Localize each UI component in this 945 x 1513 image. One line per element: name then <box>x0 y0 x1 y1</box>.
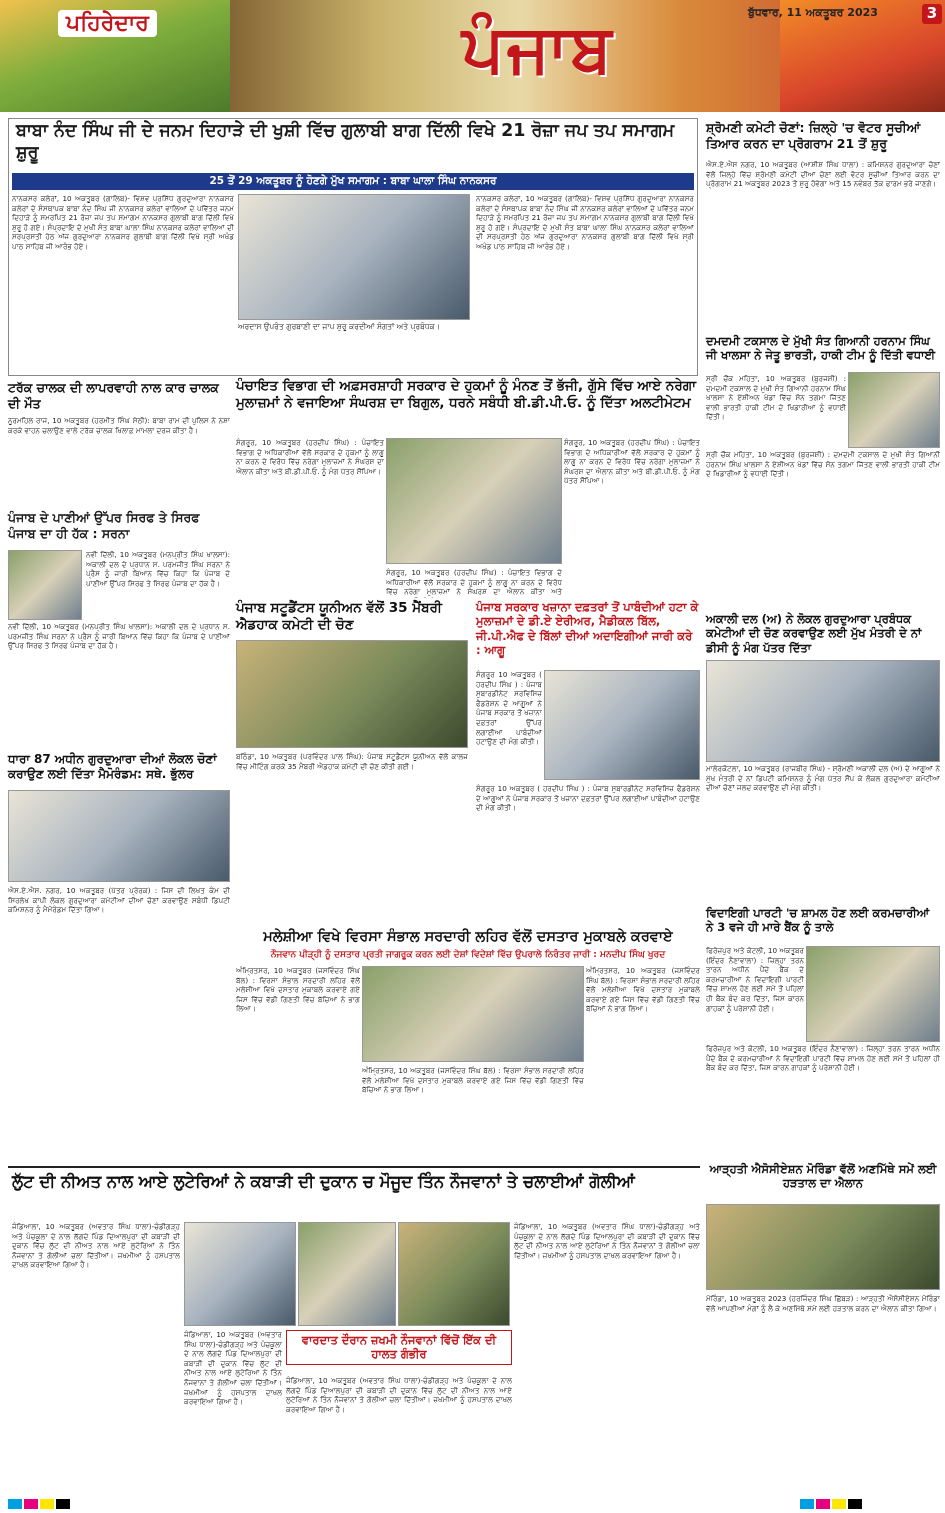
mid-body-2: ਬਠਿੰਡਾ, 10 ਅਕਤੂਬਰ (ਪਰਵਿੰਦਰ ਪਾਲ ਸਿੰਘ): ਪੰਜਾਬ ਸਟੂਡੈਂਟਸ ਯੂਨੀਅਨ ਵੱਲੋਂ ਕਾਲਜ ਵਿੱਚ ਮੀਟਿੰਗ ਕਰਕੇ 35 ਮੈਂਬਰੀ ਐਡਹਾਕ ਕਮੇਟੀ ਦੀ ਚੋਣ ਕੀਤੀ ਗਈ। <box>236 752 468 771</box>
bottom-body-a: ਜੰਡਿਆਲਾ, 10 ਅਕਤੂਬਰ (ਅਵਤਾਰ ਸਿੰਘ ਧਾਲਾ)-ਚੰਡੀਗੜ੍ਹ ਅਤੇ ਪੰਚਕੂਲਾ ਦੇ ਨਾਲ ਲੱਗਦੇ ਪਿੰਡ ਦਿਆਲਪੁਰਾ ਦੀ ਕਬਾੜੀ ਦੀ ਦੁਕਾਨ ਵਿੱਚ ਲੁੱਟ ਦੀ ਨੀਅਤ ਨਾਲ ਆਏ ਲੁਟੇਰਿਆਂ ਨੇ ਤਿੰਨ ਨੌਜਵਾਨਾਂ ਤੇ ਗੋਲੀਆਂ ਚਲਾ ਦਿੱਤੀਆਂ। ਜ਼ਖਮੀਆਂ ਨੂੰ ਹਸਪਤਾਲ ਦਾਖਲ ਕਰਵਾਇਆ ਗਿਆ ਹੈ। <box>12 1222 180 1270</box>
mid-body-4c: ਅੰਮ੍ਰਿਤਸਰ, 10 ਅਕਤੂਬਰ (ਜਸਵਿੰਦਰ ਸਿੰਘ ਬੱਲ) : ਵਿਰਸਾ ਸੰਭਾਲ ਸਰਦਾਰੀ ਲਹਿਰ ਵੱਲੋਂ ਮਲੇਸ਼ੀਆ ਵਿਖੇ ਦਸਤਾਰ ਮੁਕਾਬਲੇ ਕਰਵਾਏ ਗਏ ਜਿਸ ਵਿੱਚ ਵੱਡੀ ਗਿਣਤੀ ਵਿੱਚ ਬੱਚਿਆਂ ਨੇ ਭਾਗ ਲਿਆ। <box>586 966 700 1014</box>
right-body-3: ਮਾਲੇਰਕੋਟਲਾ, 10 ਅਕਤੂਬਰ (ਰਾਜਬੀਰ ਸਿੰਘ) - ਸ਼੍ਰੋਮਣੀ ਅਕਾਲੀ ਦਲ (ਅ) ਦੇ ਆਗੂਆਂ ਨੇ ਮੁੱਖ ਮੰਤਰੀ ਦੇ ਨਾਂ ਡਿਪਟੀ ਕਮਿਸ਼ਨਰ ਨੂੰ ਮੰਗ ਪੱਤਰ ਸੌਂਪ ਕੇ ਲੋਕਲ ਗੁਰਦੁਆਰਾ ਕਮੇਟੀਆਂ ਦੀਆਂ ਚੋਣਾਂ ਜਲਦ ਕਰਵਾਉਣ ਦੀ ਮੰਗ ਕੀਤੀ। <box>706 764 940 793</box>
right-headline-3: ਅਕਾਲੀ ਦਲ (ਅ) ਨੇ ਲੋਕਲ ਗੁਰਦੁਆਰਾ ਪ੍ਰਬੰਧਕ ਕਮੇਟੀਆਂ ਦੀ ਚੋਣ ਕਰਵਾਉਣ ਲਈ ਮੁੱਖ ਮੰਤਰੀ ਦੇ ਨਾਂ ਡੀਸੀ ਨੂੰ ਮੰਗ ਪੱਤਰ ਦਿੱਤਾ <box>706 612 922 655</box>
left-body-2b: ਨਵੀਂ ਦਿੱਲੀ, 10 ਅਕਤੂਬਰ (ਮਨਪ੍ਰੀਤ ਸਿੰਘ ਖਾਲਸਾ): ਅਕਾਲੀ ਦਲ ਦੇ ਪ੍ਰਧਾਨ ਸ. ਪਰਮਜੀਤ ਸਿੰਘ ਸਰਨਾ ਨੇ ਪ੍ਰੈਸ ਨੂੰ ਜਾਰੀ ਬਿਆਨ ਵਿੱਚ ਕਿਹਾ ਕਿ ਪੰਜਾਬ ਦੇ ਪਾਣੀਆਂ ਉੱਪਰ ਸਿਰਫ ਤੇ ਸਿਰਫ ਪੰਜਾਬ ਦਾ ਹੱਕ ਹੈ। <box>8 622 230 651</box>
right-body-4b: ਫਿਰੋਜ਼ਪੁਰ ਅਤੇ ਕੋਟਲੀ, 10 ਅਕਤੂਬਰ (ਇੰਦਰ ਨੈਣਾਵਾਲਾ) : ਜ਼ਿਲ੍ਹਾ ਤਰਨ ਤਾਰਨ ਅਧੀਨ ਪੈਂਦੇ ਬੈਂਕ ਦੇ ਕਰਮਚਾਰੀਆਂ ਨੇ ਵਿਦਾਇਗੀ ਪਾਰਟੀ ਵਿੱਚ ਸ਼ਾਮਲ ਹੋਣ ਲਈ ਸਮੇਂ ਤੋਂ ਪਹਿਲਾਂ ਹੀ ਬੈਂਕ ਬੰਦ ਕਰ ਦਿੱਤਾ, ਜਿਸ ਕਾਰਨ ਗਾਹਕਾਂ ਨੂੰ ਪਰੇਸ਼ਾਨੀ ਹੋਈ। <box>706 1044 940 1073</box>
bottom-photo-1 <box>184 1222 296 1326</box>
right-portrait-photo <box>848 372 940 448</box>
mid-headline-1: ਪੰਚਾਇਤ ਵਿਭਾਗ ਦੀ ਅਫ਼ਸਰਸ਼ਾਹੀ ਸਰਕਾਰ ਦੇ ਹੁਕਮਾਂ ਨੂੰ ਮੰਨਣ ਤੋਂ ਭੱਜੀ, ਗੁੱਸੇ ਵਿੱਚ ਆਏ ਨਰੇਗਾ ਮੁਲਾਜ਼ਮਾਂ ਨੇ ਵਜਾਇਆ ਸੰਘਰਸ਼ ਦਾ ਬਿਗੁਲ, ਧਰਨੇ ਸਬੰਧੀ ਬੀ.ਡੀ.ਪੀ.ਓ. ਨੂੰ ਦਿੱਤਾ ਅਲਟੀਮੇਟਮ <box>236 378 696 411</box>
dateline: ਬੁੱਧਵਾਰ, 11 ਅਕਤੂਬਰ 2023 <box>748 6 878 19</box>
right-body-2: ਸ੍ਰੀ ਚੌਂਕ ਮਹਿਤਾ, 10 ਅਕਤੂਬਰ (ਬੁਰਜਸ਼ੀ) : ਦਮਦਮੀ ਟਕਸਾਲ ਦੇ ਮੁਖੀ ਸੰਤ ਗਿਆਨੀ ਹਰਨਾਮ ਸਿੰਘ ਖਾਲਸਾ ਨੇ ਏਸ਼ੀਅਨ ਖੇਡਾਂ ਵਿੱਚ ਸੋਨ ਤਗਮਾ ਜਿੱਤਣ ਵਾਲੀ ਭਾਰਤੀ ਹਾਕੀ ਟੀਮ ਦੇ ਖਿਡਾਰੀਆਂ ਨੂੰ ਵਧਾਈ ਦਿੱਤੀ। <box>706 374 846 422</box>
mid-body-1c: ਸੰਗਰੂਰ, 10 ਅਕਤੂਬਰ (ਹਰਦੀਪ ਸਿੰਘ) : ਪੰਚਾਇਤ ਵਿਭਾਗ ਦੇ ਅਧਿਕਾਰੀਆਂ ਵੱਲੋਂ ਸਰਕਾਰ ਦੇ ਹੁਕਮਾਂ ਨੂੰ ਲਾਗੂ ਨਾ ਕਰਨ ਦੇ ਵਿਰੋਧ ਵਿੱਚ ਨਰੇਗਾ ਮੁਲਾਜ਼ਮਾਂ ਨੇ ਸੰਘਰਸ਼ ਦਾ ਐਲਾਨ ਕੀਤਾ ਅਤੇ <box>386 568 562 597</box>
mid-headline-2: ਪੰਜਾਬ ਸਟੂਡੈਂਟਸ ਯੂਨੀਅਨ ਵੱਲੋਂ 35 ਮੈਂਬਰੀ ਐਡਹਾਕ ਕਮੇਟੀ ਦੀ ਚੋਣ <box>236 600 442 633</box>
left-body-1: ਨੂਰਮਹਿਲ ਰਾਜ, 10 ਅਕਤੂਬਰ (ਹਰਮੀਤ ਸਿੰਘ ਸੇਠੀ): ਬਾਬਾ ਰਾਮ ਦੀ ਪੁਲਿਸ ਨੇ ਨਸ਼ਾ ਕਰਕੇ ਵਾਹਨ ਚਲਾਉਣ ਵਾਲੇ ਟਰੱਕ ਚਾਲਕ ਖਿਲਾਫ਼ ਮਾਮਲਾ ਦਰਜ ਕੀਤਾ ਹੈ। <box>8 416 230 435</box>
lead-subhead: 25 ਤੋਂ 29 ਅਕਤੂਬਰ ਨੂੰ ਹੋਣਗੇ ਮੁੱਖ ਸਮਾਗਮ : ਬਾਬਾ ਘਾਲਾ ਸਿੰਘ ਨਾਨਕਸਰ <box>12 173 694 190</box>
right-headline-5: ਆੜ੍ਹਤੀ ਐਸੋਸੀਏਸ਼ਨ ਮੋਰਿੰਡਾ ਵੱਲੋਂ ਅਣਮਿੱਥੇ ਸਮੇਂ ਲਈ ਹੜਤਾਲ ਦਾ ਐਲਾਨ <box>709 1162 937 1191</box>
color-registration-bar-left <box>8 1494 148 1504</box>
right-headline-4: ਵਿਦਾਇਗੀ ਪਾਰਟੀ 'ਚ ਸ਼ਾਮਲ ਹੋਣ ਲਈ ਕਰਮਚਾਰੀਆਂ ਨੇ 3 ਵਜੇ ਹੀ ਮਾਰੇ ਬੈਂਕ ਨੂੰ ਤਾਲੇ <box>706 906 930 935</box>
left-portrait-photo <box>8 550 82 620</box>
right-headline-1: ਸ਼੍ਰੋਮਣੀ ਕਮੇਟੀ ਚੋਣਾਂ: ਜ਼ਿਲ੍ਹੇ 'ਚ ਵੋਟਰ ਸੂਚੀਆਂ ਤਿਆਰ ਕਰਨ ਦਾ ਪ੍ਰੋਗਰਾਮ 21 ਤੋਂ ਸ਼ੁਰੂ <box>706 120 921 151</box>
right-body-4: ਫਿਰੋਜ਼ਪੁਰ ਅਤੇ ਕੋਟਲੀ, 10 ਅਕਤੂਬਰ (ਇੰਦਰ ਨੈਣਾਵਾਲਾ) : ਜ਼ਿਲ੍ਹਾ ਤਰਨ ਤਾਰਨ ਅਧੀਨ ਪੈਂਦੇ ਬੈਂਕ ਦੇ ਕਰਮਚਾਰੀਆਂ ਨੇ ਵਿਦਾਇਗੀ ਪਾਰਟੀ ਵਿੱਚ ਸ਼ਾਮਲ ਹੋਣ ਲਈ ਸਮੇਂ ਤੋਂ ਪਹਿਲਾਂ ਹੀ ਬੈਂਕ ਬੰਦ ਕਰ ਦਿੱਤਾ, ਜਿਸ ਕਾਰਨ ਗਾਹਕਾਂ ਨੂੰ ਪਰੇਸ਼ਾਨੀ ਹੋਈ। <box>706 946 804 1013</box>
mid-photo-4 <box>362 966 584 1062</box>
lead-body-left: ਨਾਨਕਸਰ ਕਲੇਰਾਂ, 10 ਅਕਤੂਬਰ (ਗਾਲਿਬ)- ਵਿਸ਼ਵ ਪ੍ਰਸਿੱਧ ਗੁਰਦੁਆਰਾ ਨਾਨਕਸਰ ਕਲੇਰਾਂ ਦੇ ਸੰਸਥਾਪਕ ਬਾਬਾ ਨੰਦ ਸਿੰਘ ਜੀ ਨਾਨਕਸਰ ਕਲੇਰਾਂ ਵਾਲਿਆਂ ਦੇ ਪਵਿੱਤਰ ਜਨਮ ਦਿਹਾੜੇ ਨੂੰ ਸਮਰਪਿਤ 21 ਰੋਜ਼ਾ ਜਪ ਤਪ ਸਮਾਗਮ ਨਾਨਕਸਰ ਗੁਲਾਬੀ ਬਾਗ ਦਿੱਲੀ ਵਿਖੇ ਸ਼ੁਰੂ ਹੋ ਗਏ। ਸੰਪ੍ਰਦਾਇ ਦੇ ਮੁਖੀ ਸੰਤ ਬਾਬਾ ਘਾਲਾ ਸਿੰਘ ਨਾਨਕਸਰ ਕਲੇਰਾਂ ਵਾਲਿਆਂ ਦੀ ਸਰਪ੍ਰਸਤੀ ਹੇਠ ਅੱਜ ਗੁਰਦੁਆਰਾ ਨਾਨਕਸਰ ਗੁਲਾਬੀ ਬਾਗ ਦਿੱਲੀ ਵਿਖੇ ਸ੍ਰੀ ਅਖੰਡ ਪਾਠ ਸਾਹਿਬ ਜੀ ਆਰੰਭ ਹੋਏ। <box>12 194 234 251</box>
mid-photo-2 <box>236 640 468 748</box>
section-divider <box>8 1166 700 1168</box>
right-body-1: ਐਸ.ਏ.ਐਸ ਨਗਰ, 10 ਅਕਤੂਬਰ (ਆਸ਼ੀਸ਼ ਸਿੰਘ ਧਾਲਾ) : ਕਮਿਸ਼ਨਰ ਗੁਰਦੁਆਰਾ ਚੋਣਾਂ ਵੱਲੋਂ ਜ਼ਿਲ੍ਹੇ ਵਿੱਚ ਸ਼੍ਰੋਮਣੀ ਕਮੇਟੀ ਦੀਆਂ ਚੋਣਾਂ ਲਈ ਵੋਟਰ ਸੂਚੀਆਂ ਤਿਆਰ ਕਰਨ ਦਾ ਪ੍ਰੋਗਰਾਮ 21 ਅਕਤੂਬਰ 2023 ਤੋਂ ਸ਼ੁਰੂ ਹੋਵੇਗਾ ਅਤੇ 15 ਨਵੰਬਰ ਤੱਕ ਫਾਰਮ ਭਰੇ ਜਾਣਗੇ। <box>706 160 940 189</box>
mid-body-1a: ਸੰਗਰੂਰ, 10 ਅਕਤੂਬਰ (ਹਰਦੀਪ ਸਿੰਘ) : ਪੰਚਾਇਤ ਵਿਭਾਗ ਦੇ ਅਧਿਕਾਰੀਆਂ ਵੱਲੋਂ ਸਰਕਾਰ ਦੇ ਹੁਕਮਾਂ ਨੂੰ ਲਾਗੂ ਨਾ ਕਰਨ ਦੇ ਵਿਰੋਧ ਵਿੱਚ ਨਰੇਗਾ ਮੁਲਾਜ਼ਮਾਂ ਨੇ ਸੰਘਰਸ਼ ਦਾ ਐਲਾਨ ਕੀਤਾ ਅਤੇ ਬੀ.ਡੀ.ਪੀ.ਓ. ਨੂੰ ਮੰਗ ਪੱਤਰ ਸੌਂਪਿਆ। <box>236 438 384 476</box>
right-photo-4 <box>806 946 940 1042</box>
bottom-headline: ਲੁੱਟ ਦੀ ਨੀਅਤ ਨਾਲ ਆਏ ਲੁਟੇਰਿਆਂ ਨੇ ਕਬਾੜੀ ਦੀ ਦੁਕਾਨ ਚ ਮੌਜੂਦ ਤਿੰਨ ਨੌਜਵਾਨਾਂ ਤੇ ਚਲਾਈਆਂ ਗੋਲੀਆਂ <box>12 1172 635 1191</box>
lead-photo <box>238 194 470 320</box>
section-title: ਪੰਜਾਬ <box>462 10 614 87</box>
bottom-photo-2 <box>298 1222 396 1326</box>
bottom-callout: ਵਾਰਦਾਤ ਦੌਰਾਨ ਜ਼ਖਮੀ ਨੌਜਵਾਨਾਂ ਵਿੱਚੋਂ ਇੱਕ ਦੀ ਹਾਲਤ ਗੰਭੀਰ <box>286 1330 512 1365</box>
newspaper-logo: ਪਹਿਰੇਦਾਰ <box>58 10 157 37</box>
left-headline-3: ਧਾਰਾ 87 ਅਧੀਨ ਗੁਰਦੁਆਰਾ ਦੀਆਂ ਲੋਕਲ ਚੋਣਾਂ ਕਰਾਉਣ ਲਈ ਦਿੱਤਾ ਮੈਮੋਰੰਡਮ: ਸਥੇ. ਭੁੱਲਰ <box>8 752 217 781</box>
mid-photo-3 <box>544 670 700 780</box>
mid-body-3b: ਸੰਗਰੂਰ 10 ਅਕਤੂਬਰ ( ਹਰਦੀਪ ਸਿੰਘ ) : ਪੰਜਾਬ ਸੁਬਾਰਡੀਨੇਟ ਸਰਵਿਸਿਜ਼ ਫੈਡਰੇਸ਼ਨ ਦੇ ਆਗੂਆਂ ਨੇ ਪੰਜਾਬ ਸਰਕਾਰ ਤੋਂ ਖਜ਼ਾਨਾ ਦਫ਼ਤਰਾਂ ਉੱਪਰ ਲਗਾਈਆਂ ਪਾਬੰਦੀਆਂ ਹਟਾਉਣ ਦੀ ਮੰਗ ਕੀਤੀ। <box>476 784 700 813</box>
right-photo-5 <box>706 1204 940 1290</box>
mid-subhead-4: ਨੌਜਵਾਨ ਪੀੜ੍ਹੀ ਨੂੰ ਦਸਤਾਰ ਪ੍ਰਤੀ ਜਾਗਰੂਕ ਕਰਨ ਲਈ ਦੇਸ਼ਾਂ ਵਿਦੇਸ਼ਾਂ ਵਿੱਚ ਉਪਰਾਲੇ ਨਿਰੰਤਰ ਜਾਰੀ : ਮਨਦੀਪ ਸਿੰਘ ਖੁਰਦ <box>270 950 666 960</box>
right-body-2b: ਸ੍ਰੀ ਚੌਂਕ ਮਹਿਤਾ, 10 ਅਕਤੂਬਰ (ਬੁਰਜਸ਼ੀ) : ਦਮਦਮੀ ਟਕਸਾਲ ਦੇ ਮੁਖੀ ਸੰਤ ਗਿਆਨੀ ਹਰਨਾਮ ਸਿੰਘ ਖਾਲਸਾ ਨੇ ਏਸ਼ੀਅਨ ਖੇਡਾਂ ਵਿੱਚ ਸੋਨ ਤਗਮਾ ਜਿੱਤਣ ਵਾਲੀ ਭਾਰਤੀ ਹਾਕੀ ਟੀਮ ਦੇ ਖਿਡਾਰੀਆਂ ਨੂੰ ਵਧਾਈ ਦਿੱਤੀ। <box>706 450 940 479</box>
mid-body-4b: ਅੰਮ੍ਰਿਤਸਰ, 10 ਅਕਤੂਬਰ (ਜਸਵਿੰਦਰ ਸਿੰਘ ਬੱਲ) : ਵਿਰਸਾ ਸੰਭਾਲ ਸਰਦਾਰੀ ਲਹਿਰ ਵੱਲੋਂ ਮਲੇਸ਼ੀਆ ਵਿਖੇ ਦਸਤਾਰ ਮੁਕਾਬਲੇ ਕਰਵਾਏ ਗਏ ਜਿਸ ਵਿੱਚ ਵੱਡੀ ਗਿਣਤੀ ਵਿੱਚ ਬੱਚਿਆਂ ਨੇ ਭਾਗ ਲਿਆ। <box>362 1066 584 1095</box>
mid-body-1b: ਸੰਗਰੂਰ, 10 ਅਕਤੂਬਰ (ਹਰਦੀਪ ਸਿੰਘ) : ਪੰਚਾਇਤ ਵਿਭਾਗ ਦੇ ਅਧਿਕਾਰੀਆਂ ਵੱਲੋਂ ਸਰਕਾਰ ਦੇ ਹੁਕਮਾਂ ਨੂੰ ਲਾਗੂ ਨਾ ਕਰਨ ਦੇ ਵਿਰੋਧ ਵਿੱਚ ਨਰੇਗਾ ਮੁਲਾਜ਼ਮਾਂ ਨੇ ਸੰਘਰਸ਼ ਦਾ ਐਲਾਨ ਕੀਤਾ ਅਤੇ ਬੀ.ਡੀ.ਪੀ.ਓ. ਨੂੰ ਮੰਗ ਪੱਤਰ ਸੌਂਪਿਆ। <box>564 438 700 486</box>
bottom-body-b: ਜੰਡਿਆਲਾ, 10 ਅਕਤੂਬਰ (ਅਵਤਾਰ ਸਿੰਘ ਧਾਲਾ)-ਚੰਡੀਗੜ੍ਹ ਅਤੇ ਪੰਚਕੂਲਾ ਦੇ ਨਾਲ ਲੱਗਦੇ ਪਿੰਡ ਦਿਆਲਪੁਰਾ ਦੀ ਕਬਾੜੀ ਦੀ ਦੁਕਾਨ ਵਿੱਚ ਲੁੱਟ ਦੀ ਨੀਅਤ ਨਾਲ ਆਏ ਲੁਟੇਰਿਆਂ ਨੇ ਤਿੰਨ ਨੌਜਵਾਨਾਂ ਤੇ ਗੋਲੀਆਂ ਚਲਾ ਦਿੱਤੀਆਂ। ਜ਼ਖਮੀਆਂ ਨੂੰ ਹਸਪਤਾਲ ਦਾਖਲ ਕਰਵਾਇਆ ਗਿਆ ਹੈ। <box>184 1330 282 1407</box>
mid-body-3a: ਸੰਗਰੂਰ 10 ਅਕਤੂਬਰ ( ਹਰਦੀਪ ਸਿੰਘ ) : ਪੰਜਾਬ ਸੁਬਾਰਡੀਨੇਟ ਸਰਵਿਸਿਜ਼ ਫੈਡਰੇਸ਼ਨ ਦੇ ਆਗੂਆਂ ਨੇ ਪੰਜਾਬ ਸਰਕਾਰ ਤੋਂ ਖਜ਼ਾਨਾ ਦਫ਼ਤਰਾਂ ਉੱਪਰ ਲਗਾਈਆਂ ਪਾਬੰਦੀਆਂ ਹਟਾਉਣ ਦੀ ਮੰਗ ਕੀਤੀ। <box>476 670 542 747</box>
left-headline-2: ਪੰਜਾਬ ਦੇ ਪਾਣੀਆਂ ਉੱਪਰ ਸਿਰਫ ਤੇ ਸਿਰਫ ਪੰਜਾਬ ਦਾ ਹੀ ਹੱਕ : ਸਰਨਾ <box>8 510 200 541</box>
right-headline-2: ਦਮਦਮੀ ਟਕਸਾਲ ਦੇ ਮੁੱਖੀ ਸੰਤ ਗਿਆਨੀ ਹਰਨਾਮ ਸਿੰਘ ਜੀ ਖਾਲਸਾ ਨੇ ਜੇਤੂ ਭਾਰਤੀ, ਹਾਕੀ ਟੀਮ ਨੂੰ ਦਿੱਤੀ ਵਧਾਈ <box>706 334 936 363</box>
bottom-photo-3 <box>398 1222 510 1326</box>
lead-headline: ਬਾਬਾ ਨੰਦ ਸਿੰਘ ਜੀ ਦੇ ਜਨਮ ਦਿਹਾੜੇ ਦੀ ਖੁਸ਼ੀ ਵਿੱਚ ਗੁਲਾਬੀ ਬਾਗ ਦਿੱਲੀ ਵਿਖੇ 21 ਰੋਜ਼ਾ ਜਪ ਤਪ ਸਮਾਗਮ ਸ਼ੁਰੂ <box>16 121 675 163</box>
mid-photo-1 <box>386 438 562 564</box>
right-body-5: ਮੋਰਿੰਡਾ, 10 ਅਕਤੂਬਰ 2023 (ਹਰਜਿੰਦਰ ਸਿੰਘ ਛਿੱਬੜ) : ਆੜ੍ਹਤੀ ਐਸੋਸੀਏਸ਼ਨ ਮੋਰਿੰਡਾ ਵੱਲੋਂ ਆਪਣੀਆਂ ਮੰਗਾਂ ਨੂੰ ਲੈ ਕੇ ਅਣਮਿੱਥੇ ਸਮੇਂ ਲਈ ਹੜਤਾਲ ਕਰਨ ਦਾ ਐਲਾਨ ਕੀਤਾ ਗਿਆ। <box>706 1294 940 1313</box>
mid-headline-4: ਮਲੇਸ਼ੀਆ ਵਿਖੇ ਵਿਰਸਾ ਸੰਭਾਲ ਸਰਦਾਰੀ ਲਹਿਰ ਵੱਲੋਂ ਦਸਤਾਰ ਮੁਕਾਬਲੇ ਕਰਵਾਏ <box>263 929 673 945</box>
lead-body-right: ਨਾਨਕਸਰ ਕਲੇਰਾਂ, 10 ਅਕਤੂਬਰ (ਗਾਲਿਬ)- ਵਿਸ਼ਵ ਪ੍ਰਸਿੱਧ ਗੁਰਦੁਆਰਾ ਨਾਨਕਸਰ ਕਲੇਰਾਂ ਦੇ ਸੰਸਥਾਪਕ ਬਾਬਾ ਨੰਦ ਸਿੰਘ ਜੀ ਨਾਨਕਸਰ ਕਲੇਰਾਂ ਵਾਲਿਆਂ ਦੇ ਪਵਿੱਤਰ ਜਨਮ ਦਿਹਾੜੇ ਨੂੰ ਸਮਰਪਿਤ 21 ਰੋਜ਼ਾ ਜਪ ਤਪ ਸਮਾਗਮ ਨਾਨਕਸਰ ਗੁਲਾਬੀ ਬਾਗ ਦਿੱਲੀ ਵਿਖੇ ਸ਼ੁਰੂ ਹੋ ਗਏ। ਸੰਪ੍ਰਦਾਇ ਦੇ ਮੁਖੀ ਸੰਤ ਬਾਬਾ ਘਾਲਾ ਸਿੰਘ ਨਾਨਕਸਰ ਕਲੇਰਾਂ ਵਾਲਿਆਂ ਦੀ ਸਰਪ੍ਰਸਤੀ ਹੇਠ ਅੱਜ ਗੁਰਦੁਆਰਾ ਨਾਨਕਸਰ ਗੁਲਾਬੀ ਬਾਗ ਦਿੱਲੀ ਵਿਖੇ ਸ੍ਰੀ ਅਖੰਡ ਪਾਠ ਸਾਹਿਬ ਜੀ ਆਰੰਭ ਹੋਏ। <box>476 194 694 251</box>
left-body-2: ਨਵੀਂ ਦਿੱਲੀ, 10 ਅਕਤੂਬਰ (ਮਨਪ੍ਰੀਤ ਸਿੰਘ ਖਾਲਸਾ): ਅਕਾਲੀ ਦਲ ਦੇ ਪ੍ਰਧਾਨ ਸ. ਪਰਮਜੀਤ ਸਿੰਘ ਸਰਨਾ ਨੇ ਪ੍ਰੈਸ ਨੂੰ ਜਾਰੀ ਬਿਆਨ ਵਿੱਚ ਕਿਹਾ ਕਿ ਪੰਜਾਬ ਦੇ ਪਾਣੀਆਂ ਉੱਪਰ ਸਿਰਫ ਤੇ ਸਿਰਫ ਪੰਜਾਬ ਦਾ ਹੱਕ ਹੈ। <box>86 550 230 588</box>
left-body-3: ਐਸ.ਏ.ਐਸ. ਨਗਰ, 10 ਅਕਤੂਬਰ (ਪੱਤਰ ਪ੍ਰੇਰਕ) : ਜਿਸ ਦੀ ਲਿਖਤ ਕੰਮ ਦੀ ਸਿਰਲੇਖ ਕਾਪੀ ਲੋਕਲ ਗੁਰਦੁਆਰਾ ਕਮੇਟੀਆਂ ਦੀਆਂ ਚੋਣਾਂ ਕਰਵਾਉਣ ਸਬੰਧੀ ਡਿਪਟੀ ਕਮਿਸ਼ਨਰ ਨੂੰ ਮੈਮੋਰੰਡਮ ਦਿੱਤਾ ਗਿਆ। <box>8 886 230 915</box>
bottom-body-d: ਜੰਡਿਆਲਾ, 10 ਅਕਤੂਬਰ (ਅਵਤਾਰ ਸਿੰਘ ਧਾਲਾ)-ਚੰਡੀਗੜ੍ਹ ਅਤੇ ਪੰਚਕੂਲਾ ਦੇ ਨਾਲ ਲੱਗਦੇ ਪਿੰਡ ਦਿਆਲਪੁਰਾ ਦੀ ਕਬਾੜੀ ਦੀ ਦੁਕਾਨ ਵਿੱਚ ਲੁੱਟ ਦੀ ਨੀਅਤ ਨਾਲ ਆਏ ਲੁਟੇਰਿਆਂ ਨੇ ਤਿੰਨ ਨੌਜਵਾਨਾਂ ਤੇ ਗੋਲੀਆਂ ਚਲਾ ਦਿੱਤੀਆਂ। ਜ਼ਖਮੀਆਂ ਨੂੰ ਹਸਪਤਾਲ ਦਾਖਲ ਕਰਵਾਇਆ ਗਿਆ ਹੈ। <box>286 1376 512 1414</box>
color-registration-bar-right <box>800 1494 940 1504</box>
right-photo-3 <box>706 660 940 762</box>
mid-headline-3: ਪੰਜਾਬ ਸਰਕਾਰ ਖਜ਼ਾਨਾ ਦਫ਼ਤਰਾਂ ਤੋਂ ਪਾਬੰਦੀਆਂ ਹਟਾ ਕੇ ਮੁਲਾਜ਼ਮਾਂ ਦੇ ਡੀ.ਏ ਏਰੀਅਰ, ਮੈਡੀਕਲ ਬਿੱਲ, ਜੀ.ਪੀ.ਐਫ ਦੇ ਬਿੱਲਾਂ ਦੀਆਂ ਅਦਾਇਗੀਆਂ ਜਾਰੀ ਕਰੇ : ਆਗੂ <box>476 600 699 658</box>
bottom-body-c: ਜੰਡਿਆਲਾ, 10 ਅਕਤੂਬਰ (ਅਵਤਾਰ ਸਿੰਘ ਧਾਲਾ)-ਚੰਡੀਗੜ੍ਹ ਅਤੇ ਪੰਚਕੂਲਾ ਦੇ ਨਾਲ ਲੱਗਦੇ ਪਿੰਡ ਦਿਆਲਪੁਰਾ ਦੀ ਕਬਾੜੀ ਦੀ ਦੁਕਾਨ ਵਿੱਚ ਲੁੱਟ ਦੀ ਨੀਅਤ ਨਾਲ ਆਏ ਲੁਟੇਰਿਆਂ ਨੇ ਤਿੰਨ ਨੌਜਵਾਨਾਂ ਤੇ ਗੋਲੀਆਂ ਚਲਾ ਦਿੱਤੀਆਂ। ਜ਼ਖਮੀਆਂ ਨੂੰ ਹਸਪਤਾਲ ਦਾਖਲ ਕਰਵਾਇਆ ਗਿਆ ਹੈ। <box>514 1222 700 1260</box>
page-number: 3 <box>922 4 942 24</box>
left-headline-1: ਟਰੱਕ ਚਾਲਕ ਦੀ ਲਾਪਰਵਾਹੀ ਨਾਲ ਕਾਰ ਚਾਲਕ ਦੀ ਮੌਤ <box>8 380 219 411</box>
lead-caption: ਅਰਦਾਸ ਉਪਰੰਤ ਗੁਰਬਾਣੀ ਦਾ ਜਾਪ ਸ਼ੁਰੂ ਕਰਦੀਆਂ ਸੰਗਤਾਂ ਅਤੇ ਪ੍ਰਬੰਧਕ। <box>238 322 440 331</box>
mid-body-4a: ਅੰਮ੍ਰਿਤਸਰ, 10 ਅਕਤੂਬਰ (ਜਸਵਿੰਦਰ ਸਿੰਘ ਬੱਲ) : ਵਿਰਸਾ ਸੰਭਾਲ ਸਰਦਾਰੀ ਲਹਿਰ ਵੱਲੋਂ ਮਲੇਸ਼ੀਆ ਵਿਖੇ ਦਸਤਾਰ ਮੁਕਾਬਲੇ ਕਰਵਾਏ ਗਏ ਜਿਸ ਵਿੱਚ ਵੱਡੀ ਗਿਣਤੀ ਵਿੱਚ ਬੱਚਿਆਂ ਨੇ ਭਾਗ ਲਿਆ। <box>236 966 360 1014</box>
left-photo-3 <box>8 790 230 882</box>
